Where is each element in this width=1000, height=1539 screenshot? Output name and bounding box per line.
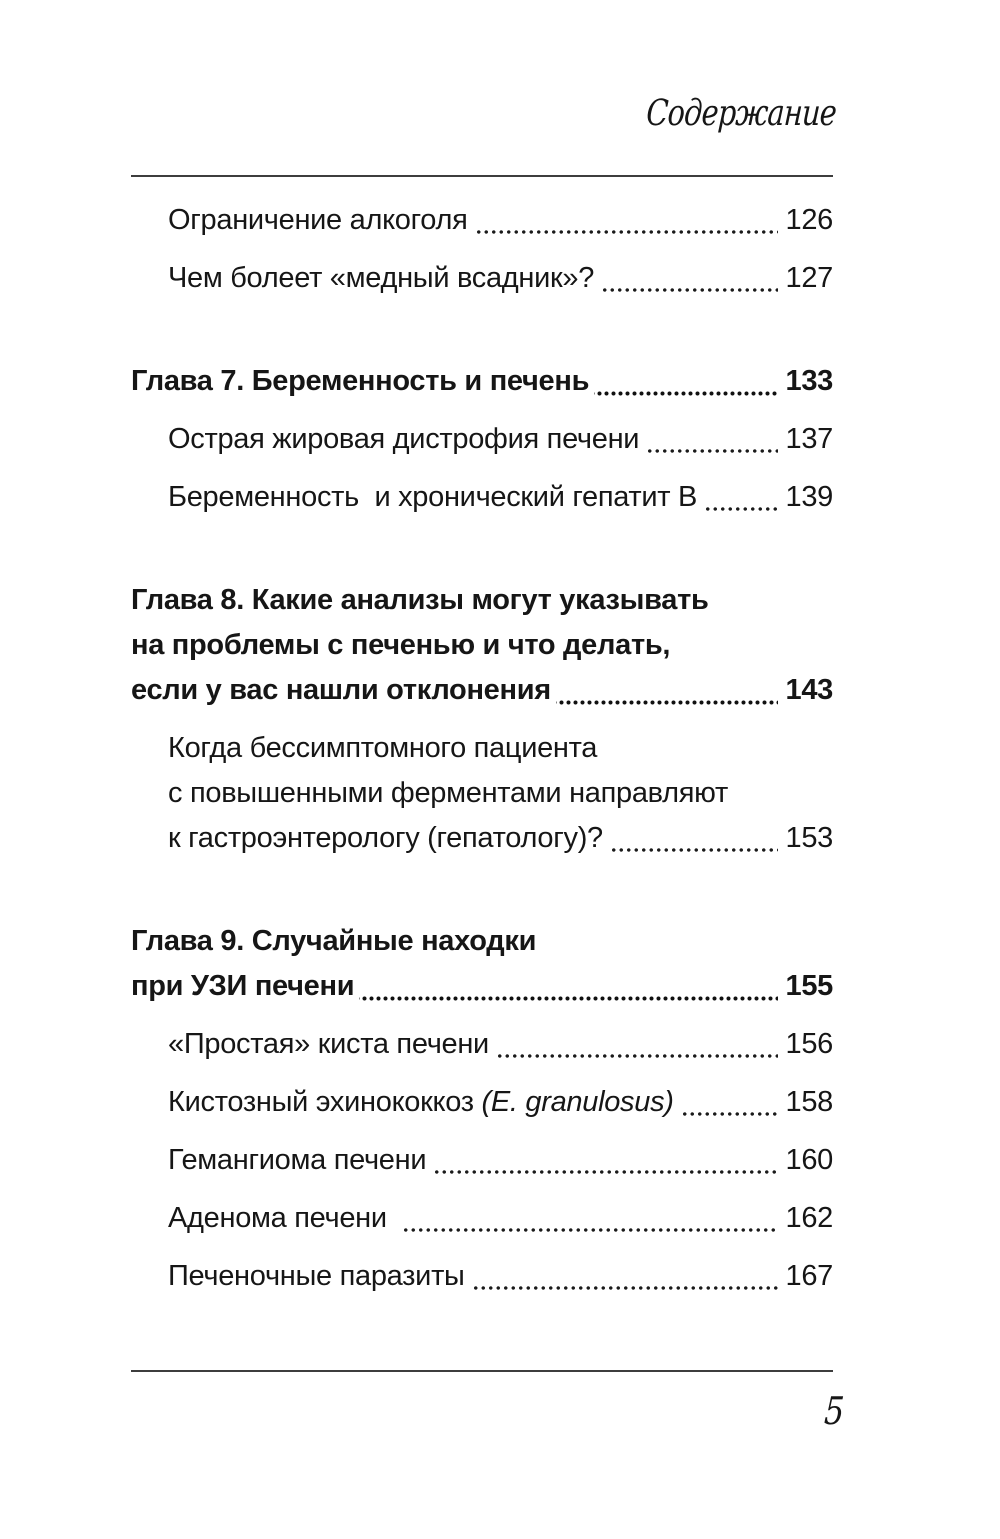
toc-entry-row [168,1022,833,1067]
leader-dots [599,256,777,301]
toc-entry [131,475,833,520]
toc-entry-row [168,475,833,520]
toc-entry [131,1254,833,1299]
toc-entry-row [168,1254,833,1299]
toc-entry-line: на проблемы с печенью и что делать, [131,629,671,661]
leader-dots [473,198,778,243]
toc-entry-title: если у вас нашли отклонения [131,674,551,706]
toc-entry-row [168,256,833,301]
toc-entry [131,1022,833,1067]
leader-dots [470,1254,778,1299]
page-title: Содержание [645,93,838,134]
toc-entry-page: 167 [785,1260,833,1292]
toc-entry [131,256,833,301]
toc-entry-title: Ограничение алкоголя [168,204,468,236]
leader-dots [400,1196,778,1241]
toc-entry-row [168,1138,833,1183]
toc-entry [131,1080,833,1125]
toc-entry-line: Глава 9. Случайные находки [131,925,537,957]
toc-entry [131,1196,833,1241]
toc-entry [131,919,833,1009]
toc-entry-page: 160 [785,1144,833,1176]
leader-dots [594,359,777,404]
leader-dots [359,964,777,1009]
toc-entry-row [131,668,833,713]
bottom-divider [131,1370,833,1372]
leader-dots [431,1138,777,1183]
toc-entry [131,198,833,243]
toc-entry-title: к гастроэнтерологу (гепатологу)? [168,822,603,854]
toc-entry-title: Беременность и хронический гепатит В [168,481,698,513]
toc-entry-page: 155 [785,970,833,1002]
toc-entry [131,578,833,713]
toc-entry-title: Острая жировая дистрофия печени [168,423,640,455]
toc-entry-title: Печеночные паразиты [168,1260,465,1292]
toc-entry-page: 133 [785,365,833,397]
toc-entry-page: 158 [785,1086,833,1118]
toc-entry-row [131,964,833,1009]
toc-entry [131,359,833,404]
toc-entry-line: Когда бессимптомного пациента [168,732,598,764]
toc-entry-title: Чем болеет «медный всадник»? [168,262,595,294]
toc-entry [131,726,833,861]
toc-entry-title: при УЗИ печени [131,970,355,1002]
leader-dots [644,417,777,462]
page-number: 5 [822,1389,846,1433]
toc-entry-title: Кистозный эхинококкоз (E. granulosus) [168,1086,674,1118]
toc-entry-page: 143 [785,674,833,706]
leader-dots [494,1022,778,1067]
toc-entry-page: 126 [785,204,833,236]
toc-entry-page: 137 [785,423,833,455]
leader-dots [556,668,778,713]
toc-entry-title: Аденома печени [168,1202,395,1234]
toc-entry-title: Глава 7. Беременность и печень [131,365,590,397]
toc-entry-title: Гемангиома печени [168,1144,427,1176]
toc-entry [131,417,833,462]
toc-entry-line: Глава 8. Какие анализы могут указывать [131,584,709,616]
toc-entry-page: 153 [785,822,833,854]
toc-entry-row [168,816,833,861]
leader-dots [702,475,777,520]
toc-entry-row [131,359,833,404]
toc-entry-title: «Простая» киста печени [168,1028,489,1060]
toc-entry-page: 139 [785,481,833,513]
toc-entry-row [168,417,833,462]
toc-entry-page: 162 [785,1202,833,1234]
top-divider [131,175,833,177]
toc-entry-row [168,1080,833,1125]
toc-list [131,198,833,1312]
toc-entry-row [168,1196,833,1241]
toc-entry-page: 156 [785,1028,833,1060]
toc-entry [131,1138,833,1183]
toc-entry-line: с повышенными ферментами направляют [168,777,728,809]
leader-dots [679,1080,778,1125]
toc-entry-row [168,198,833,243]
leader-dots [608,816,778,861]
toc-entry-page: 127 [785,262,833,294]
